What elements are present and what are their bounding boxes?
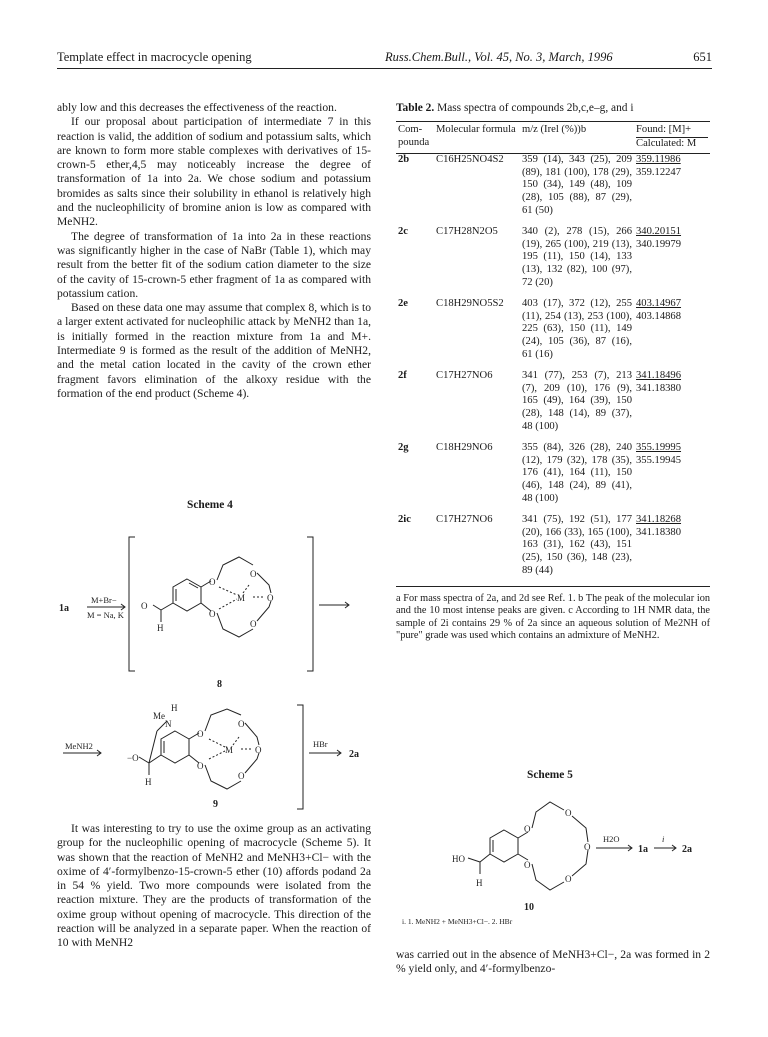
scheme4-reagent-top: M+Br−: [91, 595, 117, 605]
scheme5-title: Scheme 5: [527, 769, 573, 781]
found-mass: 340.20151: [636, 225, 682, 237]
svg-text:O: O: [238, 719, 245, 729]
mass-spectra-table: [396, 121, 710, 587]
mz-values: 359 (14), 343 (25), 209 (89), 181 (100), 178 (29), 150 (34), 149 (48), 109 (28), 105 (88), 87 (29), 61 (50): [522, 153, 632, 217]
found-calculated: [634, 514, 710, 586]
paragraph: It was interesting to try to use the oxime group as an activating group for the nucleophilic opening of macrocycle (Scheme 5). It was shown that the reaction of MeNH2 and MeNH3+Cl− with the oxime of 4′-formylbenzo-15-crown-5 ether (10) affords podand 2a in 54 % yield. Two more compounds were isolated from the reaction mixture. They are the products of transformation of the oxime group without opening of macrocycle. This direction of the reaction will be analyzed in a separate paper. When the reaction of 10 with MeNH2: [57, 822, 371, 950]
mz-values: 355 (84), 326 (28), 240 (12), 179 (32), 178 (35), 176 (41), 164 (11), 150 (46), 148 (24), 89 (41), 48 (100): [522, 441, 632, 505]
table-row: [396, 298, 710, 370]
svg-text:M: M: [237, 593, 246, 603]
calculated-mass: 403.14868: [636, 310, 682, 322]
scheme5-condition: i. 1. MeNH2 + MeNH3+Cl−. 2. HBr: [402, 917, 513, 926]
svg-text:N: N: [165, 719, 172, 729]
compound-id: 2c: [398, 225, 408, 237]
running-header: [57, 46, 712, 69]
calculated-mass: 359.12247: [636, 166, 682, 178]
paragraph: If our proposal about participation of intermediate 7 in this reaction is valid, the addition of sodium and potassium salts, which are known to form more stable complexes with derivatives of 15-crown-5 ether,4,5 may noticeably increase the degree of transformation of 1a into 2a. We chose sodium and potassium bromides as salts since their solubility in ethanol is relatively high and the nucleophilicity of bromine anion is low as compared with MeNH2.: [57, 115, 371, 229]
compound-id: 2g: [398, 441, 409, 453]
found-calculated: [634, 442, 710, 514]
found-mass: 341.18496: [636, 369, 682, 381]
found-mass: 403.14967: [636, 297, 682, 309]
scheme4-product: 2a: [349, 749, 359, 760]
table-row: [396, 153, 710, 225]
table-row: [396, 442, 710, 514]
found-calculated: [634, 370, 710, 442]
svg-text:O: O: [238, 771, 245, 781]
left-column-text: [57, 101, 371, 401]
scheme5-figure: [400, 788, 710, 926]
paragraph: The degree of transformation of 1a into 2a in these reactions was significantly higher in the case of NaBr (Table 1), which may result from the better fit of the sodium cation diameter to the size of the cavity of 15-crown-5 ether fragment of 1a as compared with potassium cation.: [57, 229, 371, 300]
scheme4-compound8: 8: [217, 679, 222, 690]
found-calculated: [634, 298, 710, 370]
table2-block: [396, 101, 710, 643]
col-header-found: Found: [M]+ Calculated: M: [634, 122, 710, 154]
table2-caption-text: Mass spectra of compounds 2b,c,e–g, and i: [437, 102, 634, 114]
paragraph: was carried out in the absence of MeNH3+Cl−, 2a was formed in 2 % yield only, and 4′-formylbenzo-: [396, 948, 710, 976]
table-row: [396, 226, 710, 298]
scheme4-compound9: 9: [213, 799, 218, 810]
table2-caption-label: Table 2.: [396, 102, 435, 114]
svg-text:O: O: [255, 745, 262, 755]
svg-text:−O: −O: [127, 753, 139, 763]
molecular-formula: C18H29NO6: [436, 441, 493, 453]
compound-id: 2e: [398, 297, 408, 309]
paragraph: Based on these data one may assume that complex 8, which is to a larger extent activated for nucleophilic attack by MeNH2 than 1a, is initially formed in the reaction mixture from 1a and M+. Intermediate 9 is formed as the result of the addition of MeNH2, and the metal cation located in the cavity of the crown ether fragment favors elimination of the alkoxy residue with the formation of the end product (Scheme 4).: [57, 301, 371, 400]
table-row: [396, 514, 710, 586]
calculated-mass: 340.19979: [636, 238, 682, 250]
scheme4-title: Scheme 4: [187, 499, 233, 511]
svg-text:O: O: [197, 761, 204, 771]
svg-text:O: O: [209, 577, 216, 587]
scheme5-drawing: [400, 788, 710, 926]
found-mass: 355.19995: [636, 441, 682, 453]
svg-text:O: O: [524, 860, 531, 870]
calculated-mass: 341.18380: [636, 526, 682, 538]
scheme4-start: 1a: [59, 603, 69, 614]
scheme4-reagent-bottom: M = Na, K: [87, 610, 124, 620]
molecular-formula: C16H25NO4S2: [436, 153, 504, 165]
svg-text:O: O: [250, 619, 257, 629]
header-journal: Russ.Chem.Bull., Vol. 45, No. 3, March, 1996: [385, 50, 613, 64]
scheme4-reagent2: MeNH2: [65, 741, 93, 751]
molecular-formula: C17H28N2O5: [436, 225, 498, 237]
scheme5-reagent: H2O: [603, 834, 620, 844]
calculated-mass: 355.19945: [636, 454, 682, 466]
scheme5-product1: 1a: [638, 844, 648, 855]
compound-id: 2f: [398, 369, 407, 381]
svg-text:O: O: [565, 808, 572, 818]
svg-text:H: H: [145, 777, 152, 787]
molecular-formula: C17H27NO6: [434, 514, 520, 586]
svg-text:O: O: [584, 842, 591, 852]
molecular-formula: C17H27NO6: [436, 369, 493, 381]
table2-caption: [396, 101, 710, 115]
svg-text:O: O: [565, 874, 572, 884]
mz-values: 341 (75), 192 (51), 177 (20), 166 (33), 165 (100), 163 (31), 162 (43), 151 (25), 150 (36), 148 (23), 89 (44): [520, 514, 634, 586]
found-calculated: [634, 153, 710, 225]
svg-text:O: O: [141, 601, 148, 611]
page-number: 651: [693, 50, 712, 64]
mz-values: 403 (17), 372 (12), 255 (11), 254 (13), 253 (100), 225 (63), 150 (11), 149 (24), 105 (36), 87 (16), 61 (16): [522, 297, 632, 361]
table2-body: [396, 153, 710, 586]
mz-values: 340 (2), 278 (15), 266 (19), 265 (100), 219 (13), 195 (11), 150 (14), 133 (13), 132 (82), 100 (97), 72 (20): [522, 225, 632, 289]
scheme4-reagent3: HBr: [313, 739, 328, 749]
right-column-bottom-text: [396, 948, 710, 977]
calculated-mass: 341.18380: [636, 382, 682, 394]
svg-text:H: H: [157, 623, 164, 633]
col-header-formula: Molecular formula: [434, 122, 520, 154]
found-calculated: [634, 226, 710, 298]
header-title: Template effect in macrocycle opening: [57, 50, 252, 64]
svg-text:O: O: [197, 729, 204, 739]
found-mass: 341.18268: [636, 513, 682, 525]
svg-text:H: H: [171, 703, 178, 713]
left-column-bottom-text: [57, 822, 371, 951]
scheme5-product2: 2a: [682, 844, 692, 855]
svg-text:O: O: [267, 593, 274, 603]
svg-text:O: O: [524, 824, 531, 834]
svg-text:M: M: [225, 745, 234, 755]
svg-text:HO: HO: [452, 854, 465, 864]
scheme5-arrow-label: i: [662, 834, 665, 844]
scheme4-drawing: [57, 525, 377, 815]
found-mass: 359.11986: [636, 153, 681, 165]
compound-id: 2ic: [396, 514, 434, 586]
col-header-mz: m/z (Irel (%))b: [520, 122, 634, 154]
scheme5-compound: 10: [524, 902, 534, 913]
col-header-compound: Com-pounda: [396, 122, 434, 154]
scheme4-figure: [57, 525, 377, 815]
table-row: [396, 370, 710, 442]
mz-values: 341 (77), 253 (7), 213 (7), 209 (10), 176 (9), 165 (49), 164 (39), 150 (28), 148 (14), 89 (37), 48 (100): [522, 369, 632, 433]
svg-text:H: H: [476, 878, 483, 888]
svg-text:O: O: [209, 609, 216, 619]
table2-footnotes: a For mass spectra of 2a, and 2d see Ref. 1. b The peak of the molecular ion and the 10 most intense peaks are given. c According to 1H NMR data, the sample of 2i contains 29 % of 2a since an aqueous solution of Me2NH of "pure" grade was used which contains an admixture of MeNH2.: [396, 592, 710, 642]
compound-id: 2b: [398, 153, 410, 165]
svg-text:O: O: [250, 569, 257, 579]
molecular-formula: C18H29NO5S2: [436, 297, 504, 309]
paragraph: ably low and this decreases the effectiveness of the reaction.: [57, 101, 337, 114]
svg-text:Me: Me: [153, 711, 165, 721]
